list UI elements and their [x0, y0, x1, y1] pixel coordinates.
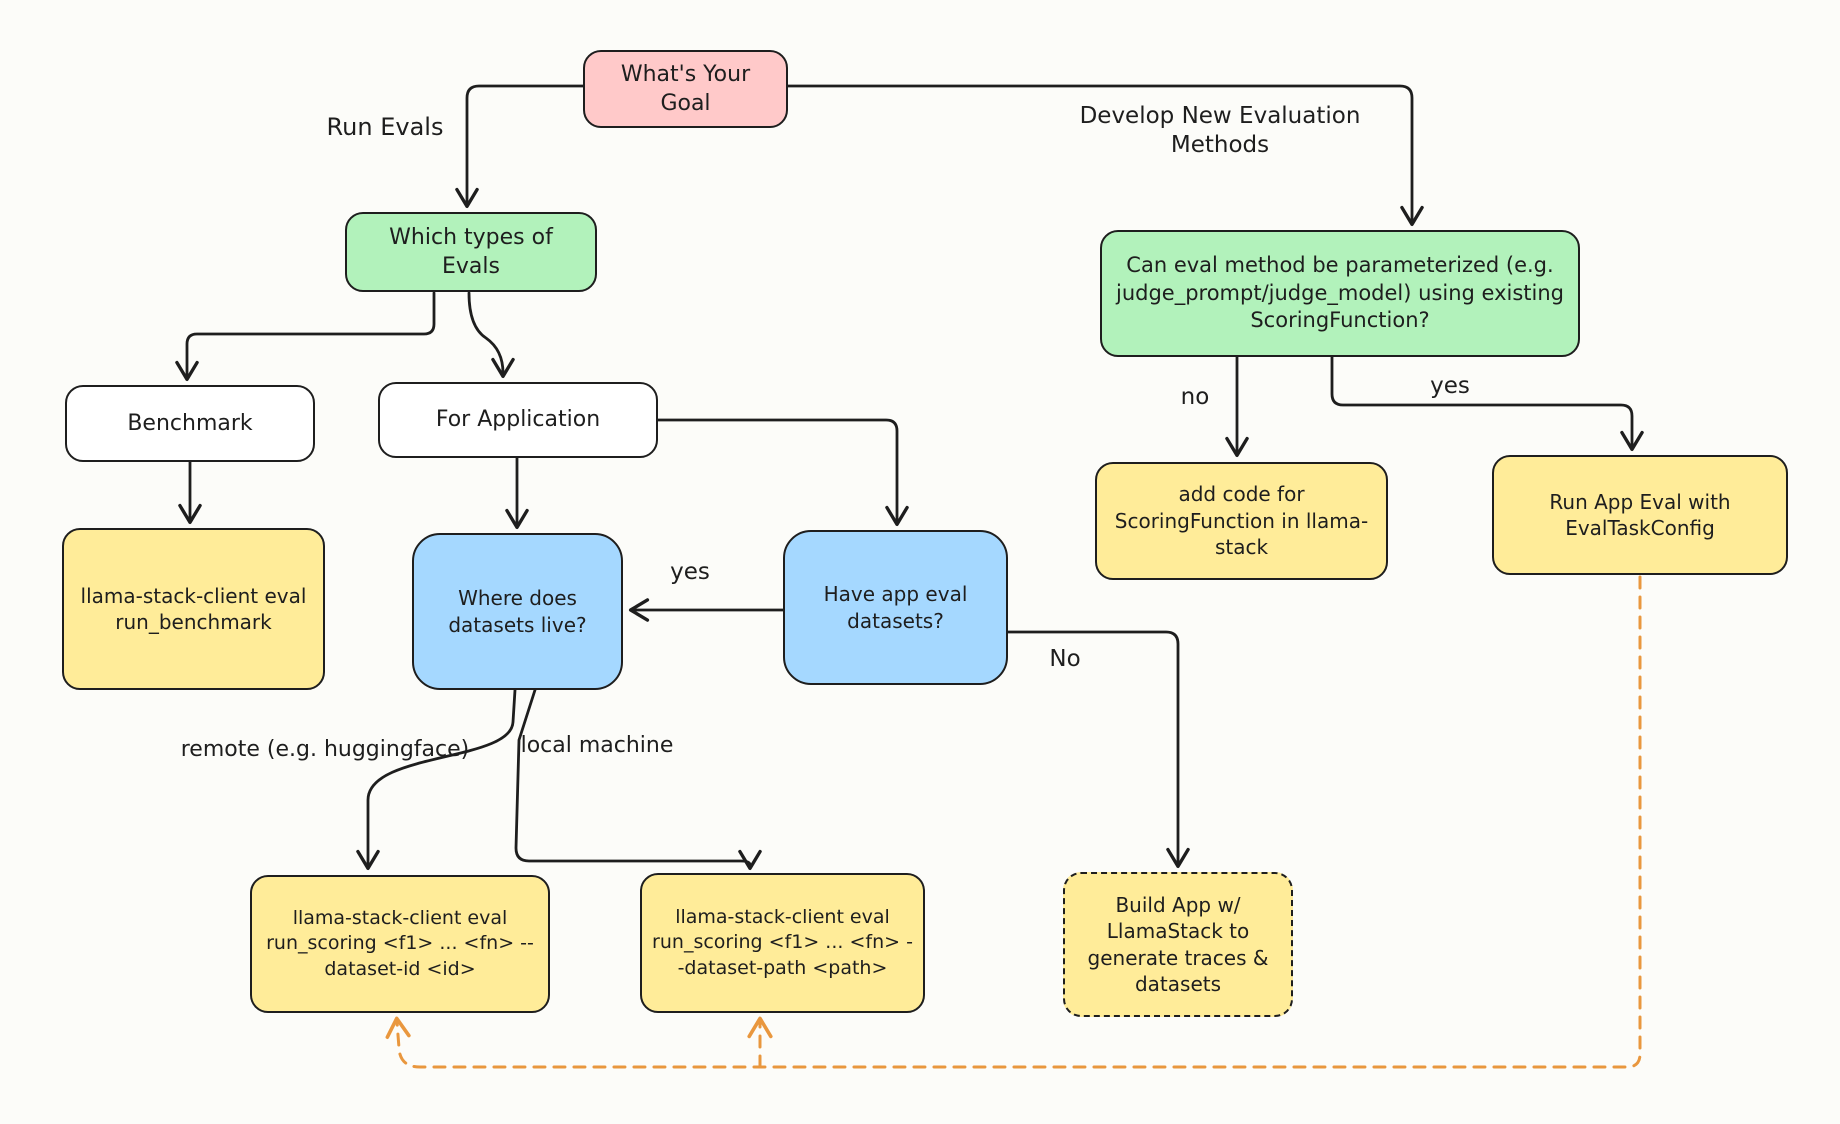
edge-where-datasets-remote-to-run-scoring-id — [368, 690, 515, 865]
node-whats-your-goal: What's Your Goal — [583, 50, 788, 128]
edge-which-types-to-for-application — [469, 293, 503, 373]
edge-can-parameterize-yes-to-run-app-eval — [1332, 357, 1632, 446]
edge-for-application-to-have-datasets — [658, 420, 897, 521]
edge-label-remote-huggingface: remote (e.g. huggingface) — [180, 737, 470, 762]
node-have-app-eval-datasets: Have app eval datasets? — [783, 530, 1008, 685]
node-can-eval-method-be-parameterized: Can eval method be parameterized (e.g. judge_prompt/judge_model) using existing ScoringFunction? — [1100, 230, 1580, 357]
edge-label-yes-parameterize: yes — [1430, 373, 1470, 399]
node-benchmark: Benchmark — [65, 385, 315, 462]
node-run-scoring-dataset-path: llama-stack-client eval run_scoring <f1> ... <fn> --dataset-path <path> — [640, 873, 925, 1013]
node-build-app-with-llamastack: Build App w/ LlamaStack to generate traces & datasets — [1063, 872, 1293, 1017]
edge-label-no-have-datasets: No — [1049, 646, 1081, 672]
node-run-benchmark-command: llama-stack-client eval run_benchmark — [62, 528, 325, 690]
edge-which-types-to-benchmark — [187, 293, 434, 376]
edge-label-run-evals: Run Evals — [326, 113, 444, 141]
node-which-types-of-evals: Which types of Evals — [345, 212, 597, 292]
node-where-does-datasets-live: Where does datasets live? — [412, 533, 623, 690]
edge-label-develop-new-evaluation-methods: Develop New Evaluation Methods — [1079, 103, 1361, 158]
edge-label-yes-have-datasets: yes — [670, 559, 710, 585]
edge-goal-to-which-types — [467, 86, 583, 203]
node-for-application: For Application — [378, 382, 658, 458]
node-add-code-for-scoringfunction: add code for ScoringFunction in llama-stack — [1095, 462, 1388, 580]
node-run-scoring-dataset-id: llama-stack-client eval run_scoring <f1> ... <fn> --dataset-id <id> — [250, 875, 550, 1013]
edge-where-datasets-local-to-run-scoring-path — [516, 690, 750, 865]
edge-label-no-parameterize: no — [1180, 384, 1210, 410]
edge-label-local-machine: local machine — [520, 733, 674, 758]
node-run-app-eval-with-evaltaskconfig: Run App Eval with EvalTaskConfig — [1492, 455, 1788, 575]
